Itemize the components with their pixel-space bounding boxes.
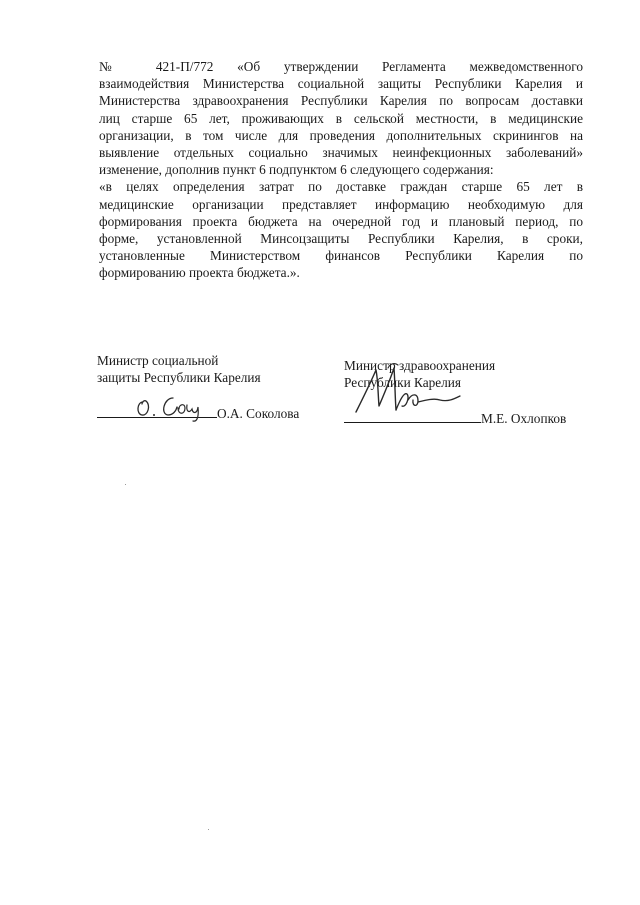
signer-name-right: М.Е. Охлопков <box>481 411 567 426</box>
signer-name-left: О.А. Соколова <box>217 406 300 421</box>
text-line: лиц старше 65 лет, проживающих в сельской местности, в медицинские <box>99 110 583 126</box>
text-line: изменение, дополнив пункт 6 подпунктом 6 следующего содержания: <box>99 162 494 178</box>
signer-title-line2: защиты Республики Карелия <box>97 370 261 386</box>
text-line: форме, установленной Минсоцзащиты Республики Карелия, в сроки, <box>99 231 583 247</box>
text-line: взаимодействия Министерства социальной защиты Республики Карелия и <box>99 76 583 92</box>
handwritten-signature-right <box>348 360 468 422</box>
signer-title-line1: Министр социальной <box>97 353 219 368</box>
text-line: формированию проекта бюджета.». <box>99 265 300 281</box>
text-line: организации, в том числе для проведения дополнительных скринингов на <box>99 127 583 143</box>
handwritten-signature-left <box>133 388 223 422</box>
text-line: формирования проекта бюджета на очередной год и плановый период, по <box>99 213 583 229</box>
text-line: выявление отдельных социально значимых неинфекционных заболеваний» <box>99 145 583 161</box>
text-line: установленные Министерством финансов Республики Карелия по <box>99 248 583 264</box>
scan-speck <box>208 829 209 830</box>
signer-title-line1: Министр здравоохранения <box>344 358 496 373</box>
paragraph-decree-reference <box>99 58 583 178</box>
scan-speck <box>125 484 126 485</box>
document-body <box>99 58 583 282</box>
paragraph-new-subclause <box>99 178 583 281</box>
text-line: Министерства здравоохранения Республики Карелия по вопросам доставки <box>99 93 583 109</box>
text-line: № 421-П/772 «Об утверждении Регламента межведомственного <box>99 59 583 74</box>
text-line: «в целях определения затрат по доставке граждан старше 65 лет в <box>99 179 583 195</box>
signature-block-left <box>97 352 327 386</box>
signer-title-line2: Республики Карелия <box>344 375 462 391</box>
text-line: медицинские организации представляет информацию необходимую для <box>99 196 583 212</box>
